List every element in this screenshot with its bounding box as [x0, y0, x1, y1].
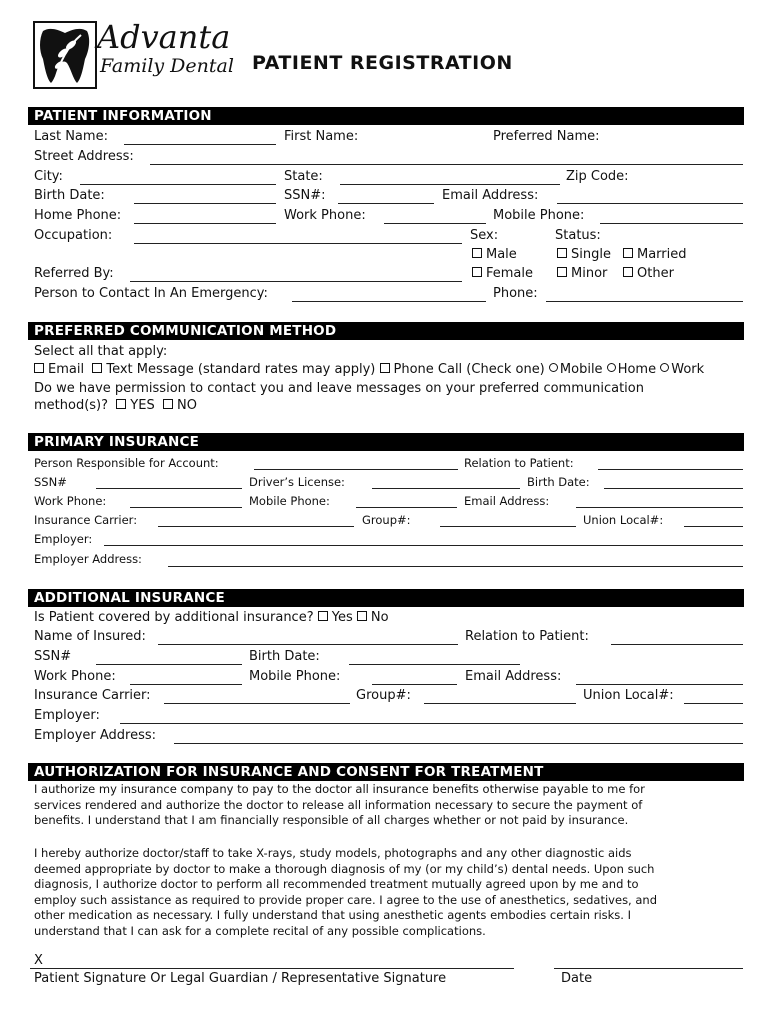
authorization-paragraph-insurance: I authorize my insurance company to pay to the doctor all insurance benefits otherwise payable to me for services rendered and authorize the doctor to release all information necessary to secure the payment of benefits. I understand that I am financially responsible of all charges whether or not paid by insurance.	[34, 782, 645, 827]
primary-email-field[interactable]	[576, 507, 743, 508]
additional-relation-field[interactable]	[611, 644, 743, 645]
emergency-phone-field[interactable]	[546, 301, 743, 302]
mobile-radio[interactable]	[549, 363, 558, 372]
primary-union-field[interactable]	[684, 526, 743, 527]
email-option-label: Email	[48, 362, 85, 377]
additional-work-phone-label: Work Phone:	[34, 669, 116, 684]
home-radio[interactable]	[607, 363, 616, 372]
insured-name-label: Name of Insured:	[34, 629, 146, 644]
permission-no-checkbox[interactable]	[163, 399, 173, 409]
logo-mark	[33, 21, 97, 89]
last-name-label: Last Name:	[34, 129, 108, 144]
section-header-authorization: AUTHORIZATION FOR INSURANCE AND CONSENT FOR TREATMENT	[28, 763, 744, 781]
additional-relation-label: Relation to Patient:	[465, 629, 589, 644]
sex-label: Sex:	[470, 228, 499, 243]
primary-email-label: Email Address:	[464, 494, 550, 508]
state-label: State:	[284, 169, 323, 184]
section-header-patient-information: PATIENT INFORMATION	[28, 107, 744, 125]
date-line[interactable]	[554, 968, 743, 969]
ssn-label: SSN#:	[284, 188, 326, 203]
city-label: City:	[34, 169, 63, 184]
authorization-paragraph-treatment: I hereby authorize doctor/staff to take X-rays, study models, photographs and any other diagnostic aids deemed appropriate by doctor to make a thorough diagnosis of my (or my child’s) dental needs. Upon such diagnosis, I authorize doctor to perform all recommended treatment mutually agreed upon by me and to employ such assistance as required to provide proper care. I agree to the use of anesthetics, sedatives, and other medication as necessary. I fully understand that using anesthetic agents embodies certain risks. I understand that I can ask for a complete recital of any possible complications.	[34, 846, 658, 938]
occupation-label: Occupation:	[34, 228, 113, 243]
logo-subtitle: Family Dental	[100, 55, 234, 77]
additional-employer-label: Employer:	[34, 708, 100, 723]
emergency-contact-label: Person to Contact In An Emergency:	[34, 286, 268, 301]
primary-employer-address-field[interactable]	[168, 566, 743, 567]
text-message-checkbox[interactable]	[92, 363, 102, 373]
tooth-leaf-icon	[35, 23, 95, 87]
logo-name: Advanta	[97, 18, 231, 56]
additional-employer-field[interactable]	[120, 723, 743, 724]
status-label: Status:	[555, 228, 601, 243]
referred-by-field[interactable]	[130, 281, 462, 282]
responsible-party-label: Person Responsible for Account:	[34, 456, 219, 470]
primary-ssn-field[interactable]	[96, 488, 242, 489]
home-phone-label: Home Phone:	[34, 208, 122, 223]
minor-checkbox[interactable]	[557, 267, 567, 277]
female-checkbox[interactable]	[472, 267, 482, 277]
additional-carrier-field[interactable]	[164, 703, 350, 704]
last-name-field[interactable]	[124, 144, 276, 145]
primary-mobile-phone-field[interactable]	[356, 507, 457, 508]
primary-birth-date-field[interactable]	[604, 488, 743, 489]
primary-employer-label: Employer:	[34, 532, 93, 546]
zip-code-label: Zip Code:	[566, 169, 629, 184]
married-checkbox[interactable]	[623, 248, 633, 258]
work-phone-field[interactable]	[384, 223, 486, 224]
additional-group-field[interactable]	[424, 703, 576, 704]
primary-employer-field[interactable]	[104, 545, 743, 546]
drivers-license-label: Driver’s License:	[249, 475, 345, 489]
work-phone-label: Work Phone:	[284, 208, 366, 223]
additional-coverage-question: Is Patient covered by additional insurance? Yes No	[34, 610, 389, 625]
city-field[interactable]	[80, 184, 276, 185]
preferred-name-label: Preferred Name:	[493, 129, 600, 144]
primary-carrier-field[interactable]	[158, 526, 354, 527]
primary-birth-date-label: Birth Date:	[527, 475, 590, 489]
email-field[interactable]	[557, 203, 743, 204]
signature-x-mark: X	[34, 953, 43, 968]
primary-mobile-phone-label: Mobile Phone:	[249, 494, 330, 508]
additional-carrier-label: Insurance Carrier:	[34, 688, 151, 703]
additional-employer-address-field[interactable]	[174, 743, 743, 744]
state-field[interactable]	[340, 184, 560, 185]
home-radio-label: Home	[617, 362, 657, 377]
section-header-communication: PREFERRED COMMUNICATION METHOD	[28, 322, 744, 340]
permission-yes-checkbox[interactable]	[116, 399, 126, 409]
status-single-option[interactable]: Single	[557, 247, 611, 263]
additional-mobile-phone-label: Mobile Phone:	[249, 669, 341, 684]
first-name-label: First Name:	[284, 129, 359, 144]
ssn-field[interactable]	[338, 203, 434, 204]
additional-birth-date-field[interactable]	[349, 664, 520, 665]
additional-union-label: Union Local#:	[583, 688, 674, 703]
birth-date-label: Birth Date:	[34, 188, 105, 203]
work-radio[interactable]	[660, 363, 669, 372]
additional-union-field[interactable]	[684, 703, 743, 704]
male-checkbox[interactable]	[472, 248, 482, 258]
date-caption: Date	[561, 971, 593, 986]
status-other-option[interactable]: Other	[623, 266, 674, 282]
work-radio-label: Work	[671, 362, 705, 377]
street-address-label: Street Address:	[34, 149, 134, 164]
occupation-field[interactable]	[134, 243, 462, 244]
additional-employer-address-label: Employer Address:	[34, 728, 157, 743]
primary-union-label: Union Local#:	[583, 513, 664, 527]
single-checkbox[interactable]	[557, 248, 567, 258]
primary-carrier-label: Insurance Carrier:	[34, 513, 138, 527]
mobile-phone-label: Mobile Phone:	[493, 208, 585, 223]
additional-yes-checkbox[interactable]	[318, 611, 328, 621]
sex-male-option[interactable]: Male	[472, 247, 517, 263]
primary-ssn-label: SSN#	[34, 475, 67, 489]
primary-work-phone-label: Work Phone:	[34, 494, 107, 508]
primary-group-field[interactable]	[440, 526, 576, 527]
additional-group-label: Group#:	[356, 688, 411, 703]
home-phone-field[interactable]	[134, 223, 276, 224]
referred-by-label: Referred By:	[34, 266, 114, 281]
phone-call-checkbox[interactable]	[380, 363, 390, 373]
select-all-label: Select all that apply:	[34, 344, 168, 359]
signature-line[interactable]	[30, 968, 514, 969]
emergency-contact-field[interactable]	[292, 301, 486, 302]
street-address-field[interactable]	[150, 164, 743, 165]
responsible-party-field[interactable]	[254, 469, 458, 470]
additional-birth-date-label: Birth Date:	[249, 649, 320, 664]
page-title: PATIENT REGISTRATION	[252, 52, 513, 74]
birth-date-field[interactable]	[134, 203, 276, 204]
permission-question-line1: Do we have permission to contact you and leave messages on your preferred communication	[34, 381, 644, 396]
additional-work-phone-field[interactable]	[130, 684, 242, 685]
mobile-radio-label: Mobile	[559, 362, 603, 377]
primary-relation-label: Relation to Patient:	[464, 456, 574, 470]
additional-ssn-label: SSN#	[34, 649, 72, 664]
additional-ssn-field[interactable]	[96, 664, 242, 665]
status-married-option[interactable]: Married	[623, 247, 687, 263]
emergency-phone-label: Phone:	[493, 286, 538, 301]
primary-work-phone-field[interactable]	[130, 507, 242, 508]
phone-call-option-label: Phone Call (Check one)	[393, 362, 545, 377]
signature-caption: Patient Signature Or Legal Guardian / Representative Signature	[34, 971, 447, 986]
sex-female-option[interactable]: Female	[472, 266, 533, 282]
primary-employer-address-label: Employer Address:	[34, 552, 142, 566]
email-label: Email Address:	[442, 188, 539, 203]
mobile-phone-field[interactable]	[600, 223, 743, 224]
additional-no-checkbox[interactable]	[357, 611, 367, 621]
section-header-primary-insurance: PRIMARY INSURANCE	[28, 433, 744, 451]
other-checkbox[interactable]	[623, 267, 633, 277]
permission-question-line2: method(s)? YES NO	[34, 398, 197, 413]
status-minor-option[interactable]: Minor	[557, 266, 607, 282]
additional-email-field[interactable]	[576, 684, 743, 685]
additional-mobile-phone-field[interactable]	[372, 684, 457, 685]
email-checkbox[interactable]	[34, 363, 44, 373]
primary-relation-field[interactable]	[598, 469, 743, 470]
text-message-option-label: Text Message (standard rates may apply)	[106, 362, 376, 377]
section-header-additional-insurance: ADDITIONAL INSURANCE	[28, 589, 744, 607]
communication-options-row	[34, 362, 704, 378]
primary-group-label: Group#:	[362, 513, 411, 527]
additional-email-label: Email Address:	[465, 669, 562, 684]
drivers-license-field[interactable]	[372, 488, 520, 489]
insured-name-field[interactable]	[158, 644, 458, 645]
